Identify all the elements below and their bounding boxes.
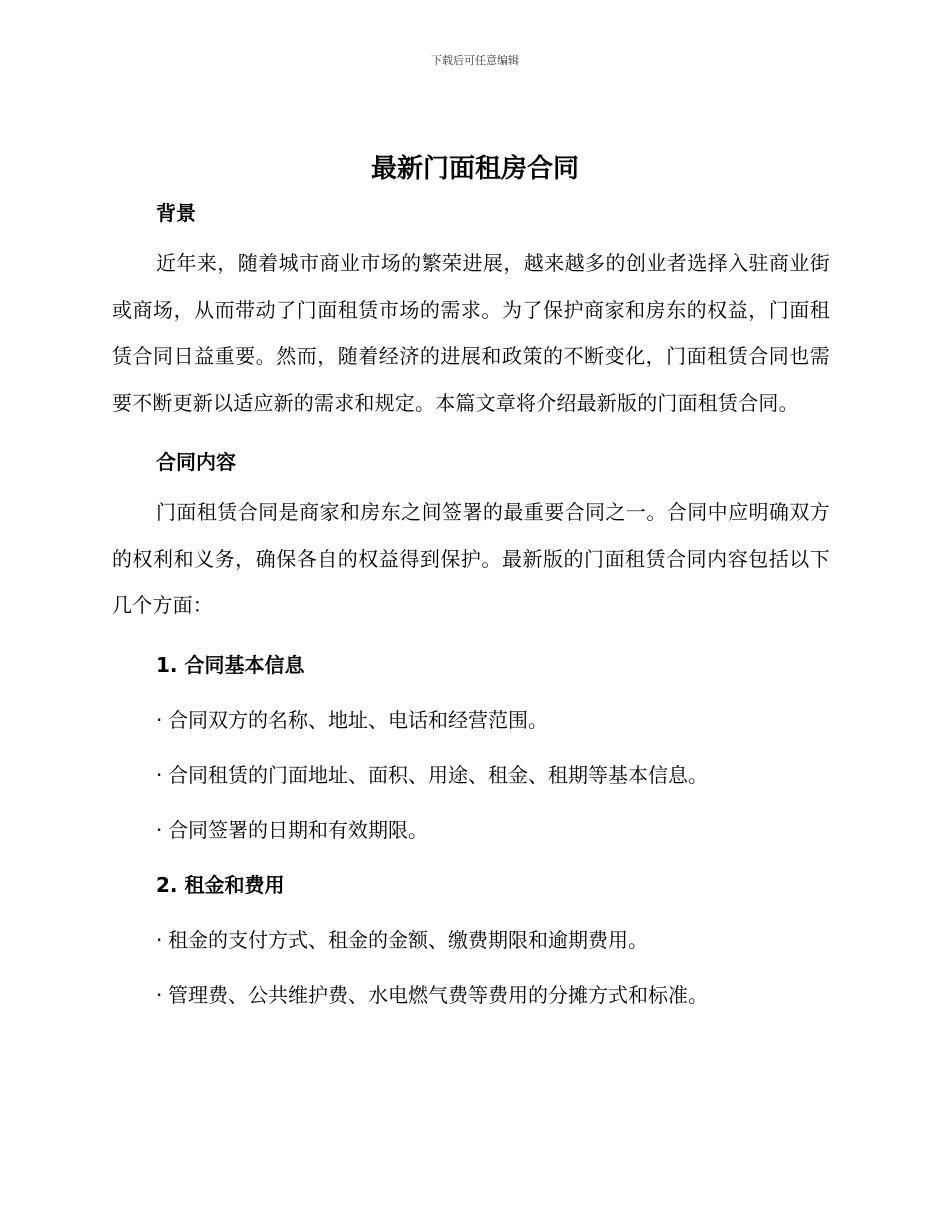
spacer [112,426,830,444]
list-item [112,922,830,958]
spacer [112,848,830,867]
item-heading-basic-info: 1. 合同基本信息 [156,652,305,677]
document-title: 最新门面租房合同 [370,154,579,184]
list-item [112,812,830,848]
spacer [112,793,830,812]
spacer [112,738,830,757]
bullet-dot-icon: · [156,817,163,842]
list-item-text: 合同签署的日期和有效期限。 [168,817,428,842]
list-item-text: 合同租赁的门面地址、面积、用途、租金、租期等基本信息。 [168,762,708,787]
spacer [112,231,830,240]
bullet-dot-icon: · [156,982,163,1007]
bullet-dot-icon: · [156,707,163,732]
list-item-text: 管理费、公共维护费、水电燃气费等费用的分摊方式和标准。 [168,982,708,1007]
spacer [112,683,830,702]
spacer [112,480,830,489]
paragraph-contract-content: 门面租赁合同是商家和房东之间签署的最重要合同之一。合同中应明确双方的权利和义务，确保各自的权益得到保护。最新版的门面租赁合同内容包括以下几个方面： [112,500,830,617]
list-item-text: 租金的支付方式、租金的金额、缴费期限和逾期费用。 [168,927,648,952]
bullet-dot-icon: · [156,927,163,952]
spacer [112,629,830,647]
list-item [112,702,830,738]
list-item [112,757,830,793]
spacer [112,903,830,922]
list-item-text: 合同双方的名称、地址、电话和经营范围。 [168,707,548,732]
spacer [112,958,830,977]
bullet-dot-icon: · [156,762,163,787]
page-header-note: 下载后可任意编辑 [431,54,519,67]
section-heading-contract-content: 合同内容 [156,450,236,474]
document-body [112,195,830,1013]
item-heading-rent-and-fees: 2. 租金和费用 [156,872,285,897]
section-heading-background: 背景 [156,201,196,225]
list-item [112,977,830,1013]
paragraph-background: 近年来，随着城市商业市场的繁荣进展，越来越多的创业者选择入驻商业街或商场，从而带动了门面租赁市场的需求。为了保护商家和房东的权益，门面租赁合同日益重要。然而，随着经济的进展和政策的不断变化，门面租赁合同也需要不断更新以适应新的需求和规定。本篇文章将介绍最新版的门面租赁合同。 [112,251,830,415]
